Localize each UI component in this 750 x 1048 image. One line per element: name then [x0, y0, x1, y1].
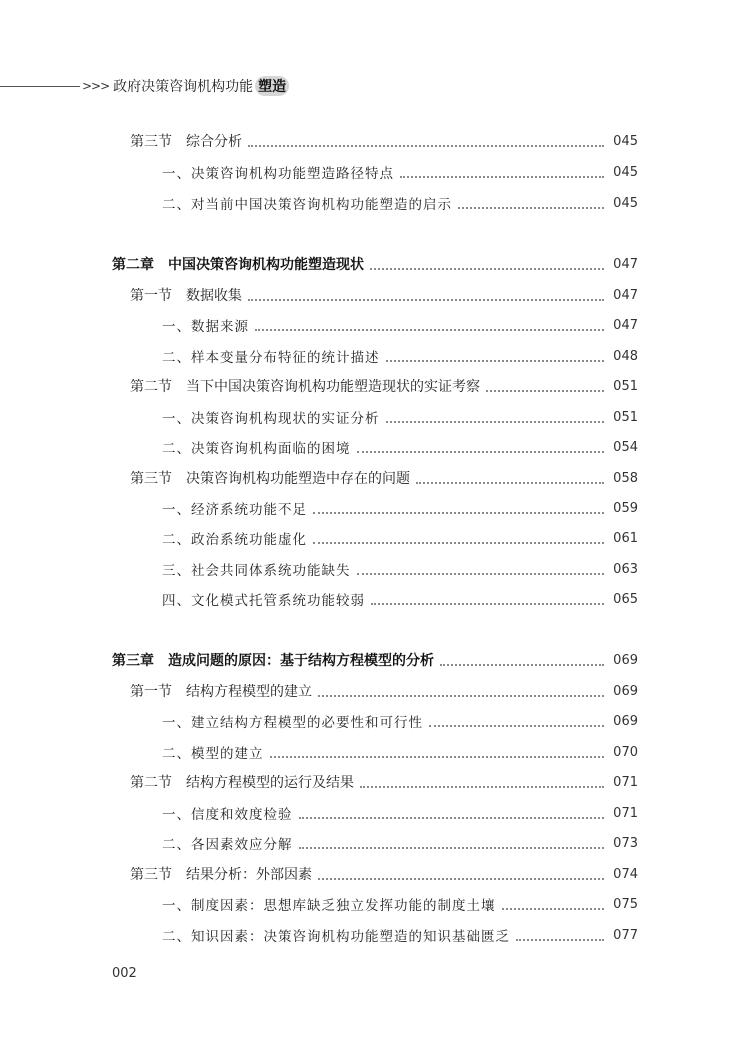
toc-entry-title: 二、样本变量分布特征的统计描述: [162, 350, 380, 366]
toc-entry-title: 一、决策咨询机构现状的实证分析: [162, 411, 380, 427]
toc-dot-leader: [360, 786, 604, 788]
toc-sub-entry: [162, 800, 638, 826]
toc-entry-page: 069: [613, 713, 638, 729]
toc-section-entry: [130, 769, 638, 795]
toc-entry-page: 051: [613, 409, 638, 425]
toc-chapter-entry: [112, 647, 638, 673]
toc-dot-leader: [248, 145, 604, 147]
toc-sub-entry: [162, 922, 638, 948]
toc-sub-entry: [162, 312, 638, 338]
toc-sub-entry: [162, 495, 638, 521]
toc-dot-leader: [357, 573, 605, 575]
toc-entry-page: 061: [613, 530, 638, 546]
toc-entry-page: 070: [613, 744, 638, 760]
toc-sub-entry: [162, 830, 638, 856]
toc-dot-leader: [313, 542, 604, 544]
toc-entry-page: 063: [613, 561, 638, 577]
toc-sub-entry: [162, 404, 638, 430]
toc-entry-title: 三、社会共同体系统功能缺失: [162, 563, 351, 579]
toc-dot-leader: [400, 176, 604, 178]
toc-dot-leader: [318, 695, 604, 697]
toc-section-entry: [130, 678, 638, 704]
toc-sub-entry: [162, 556, 638, 582]
header-book-title: 政府决策咨询机构功能: [113, 79, 254, 95]
toc-entry-title: 第二节 当下中国决策咨询机构功能塑造现状的实证考察: [130, 379, 480, 395]
toc-entry-page: 047: [613, 317, 638, 333]
toc-section-entry: [130, 373, 638, 399]
toc-entry-page: 059: [613, 500, 638, 516]
toc-dot-leader: [458, 207, 604, 209]
toc-dot-leader: [386, 421, 605, 423]
toc-dot-leader: [371, 603, 604, 605]
toc-entry-title: 二、政治系统功能虚化: [162, 532, 307, 548]
toc-dot-leader: [299, 817, 605, 819]
toc-dot-leader: [357, 451, 605, 453]
toc-entry-title: 二、知识因素：决策咨询机构功能塑造的知识基础匮乏: [162, 929, 510, 945]
toc-dot-leader: [313, 512, 604, 514]
toc-entry-title: 第一节 结构方程模型的建立: [130, 684, 312, 700]
toc-dot-leader: [270, 756, 605, 758]
toc-section-entry: [130, 465, 638, 491]
toc-entry-page: 071: [613, 774, 638, 790]
toc-entry-title: 二、对当前中国决策咨询机构功能塑造的启示: [162, 197, 452, 213]
toc-entry-title: 第二节 结构方程模型的运行及结果: [130, 775, 354, 791]
header-book-title-emphasis: 塑造: [255, 76, 289, 96]
toc-entry-title: 第三节 综合分析: [130, 134, 242, 150]
toc-dot-leader: [429, 725, 604, 727]
toc-entry-page: 077: [613, 927, 638, 943]
toc-entry-page: 047: [613, 256, 638, 272]
toc-entry-title: 四、文化模式托管系统功能较弱: [162, 593, 365, 609]
toc-entry-page: 058: [613, 470, 638, 486]
toc-dot-leader: [318, 878, 604, 880]
toc-section-entry: [130, 282, 638, 308]
toc-entry-title: 第一节 数据收集: [130, 288, 242, 304]
toc-sub-entry: [162, 190, 638, 216]
toc-dot-leader: [516, 939, 604, 941]
header-arrows: >>>: [82, 79, 110, 93]
toc-entry-page: 069: [613, 683, 638, 699]
toc-sub-entry: [162, 739, 638, 765]
toc-entry-page: 074: [613, 866, 638, 882]
toc-section-entry: [130, 128, 638, 154]
toc-entry-title: 一、制度因素：思想库缺乏独立发挥功能的制度土壤: [162, 898, 496, 914]
toc-entry-page: 069: [613, 652, 638, 668]
toc-entry-title: 第三节 结果分析：外部因素: [130, 867, 312, 883]
toc-dot-leader: [416, 482, 604, 484]
toc-dot-leader: [386, 360, 605, 362]
toc-sub-entry: [162, 891, 638, 917]
toc-entry-page: 075: [613, 896, 638, 912]
toc-entry-title: 一、建立结构方程模型的必要性和可行性: [162, 715, 423, 731]
toc-entry-page: 045: [613, 133, 638, 149]
toc-entry-title: 二、决策咨询机构面临的困境: [162, 441, 351, 457]
toc-dot-leader: [299, 847, 605, 849]
page-number: 002: [112, 966, 137, 981]
toc-entry-title: 一、经济系统功能不足: [162, 502, 307, 518]
toc-sub-entry: [162, 586, 638, 612]
toc-dot-leader: [486, 390, 604, 392]
toc-dot-leader: [440, 664, 604, 666]
toc-entry-page: 054: [613, 439, 638, 455]
toc-entry-page: 048: [613, 348, 638, 364]
toc-sub-entry: [162, 343, 638, 369]
toc-dot-leader: [248, 299, 604, 301]
toc-sub-entry: [162, 159, 638, 185]
toc-entry-title: 一、数据来源: [162, 319, 249, 335]
toc-sub-entry: [162, 708, 638, 734]
toc-entry-page: 071: [613, 805, 638, 821]
toc-entry-page: 051: [613, 378, 638, 394]
toc-sub-entry: [162, 434, 638, 460]
toc-entry-title: 二、各因素效应分解: [162, 837, 293, 853]
toc-entry-title: 二、模型的建立: [162, 746, 264, 762]
toc-dot-leader: [502, 908, 605, 910]
toc-entry-title: 一、决策咨询机构功能塑造路径特点: [162, 166, 394, 182]
toc-sub-entry: [162, 525, 638, 551]
toc-entry-title: 第三节 决策咨询机构功能塑造中存在的问题: [130, 471, 410, 487]
toc-entry-page: 047: [613, 287, 638, 303]
toc-section-entry: [130, 861, 638, 887]
toc-dot-leader: [255, 329, 604, 331]
toc-entry-title: 第三章 造成问题的原因：基于结构方程模型的分析: [112, 653, 434, 669]
toc-entry-page: 073: [613, 835, 638, 851]
toc-entry-page: 065: [613, 591, 638, 607]
toc-entry-title: 第二章 中国决策咨询机构功能塑造现状: [112, 257, 364, 273]
toc-dot-leader: [370, 268, 604, 270]
toc-entry-page: 045: [613, 164, 638, 180]
toc-chapter-entry: [112, 251, 638, 277]
toc-entry-title: 一、信度和效度检验: [162, 807, 293, 823]
toc-entry-page: 045: [613, 195, 638, 211]
